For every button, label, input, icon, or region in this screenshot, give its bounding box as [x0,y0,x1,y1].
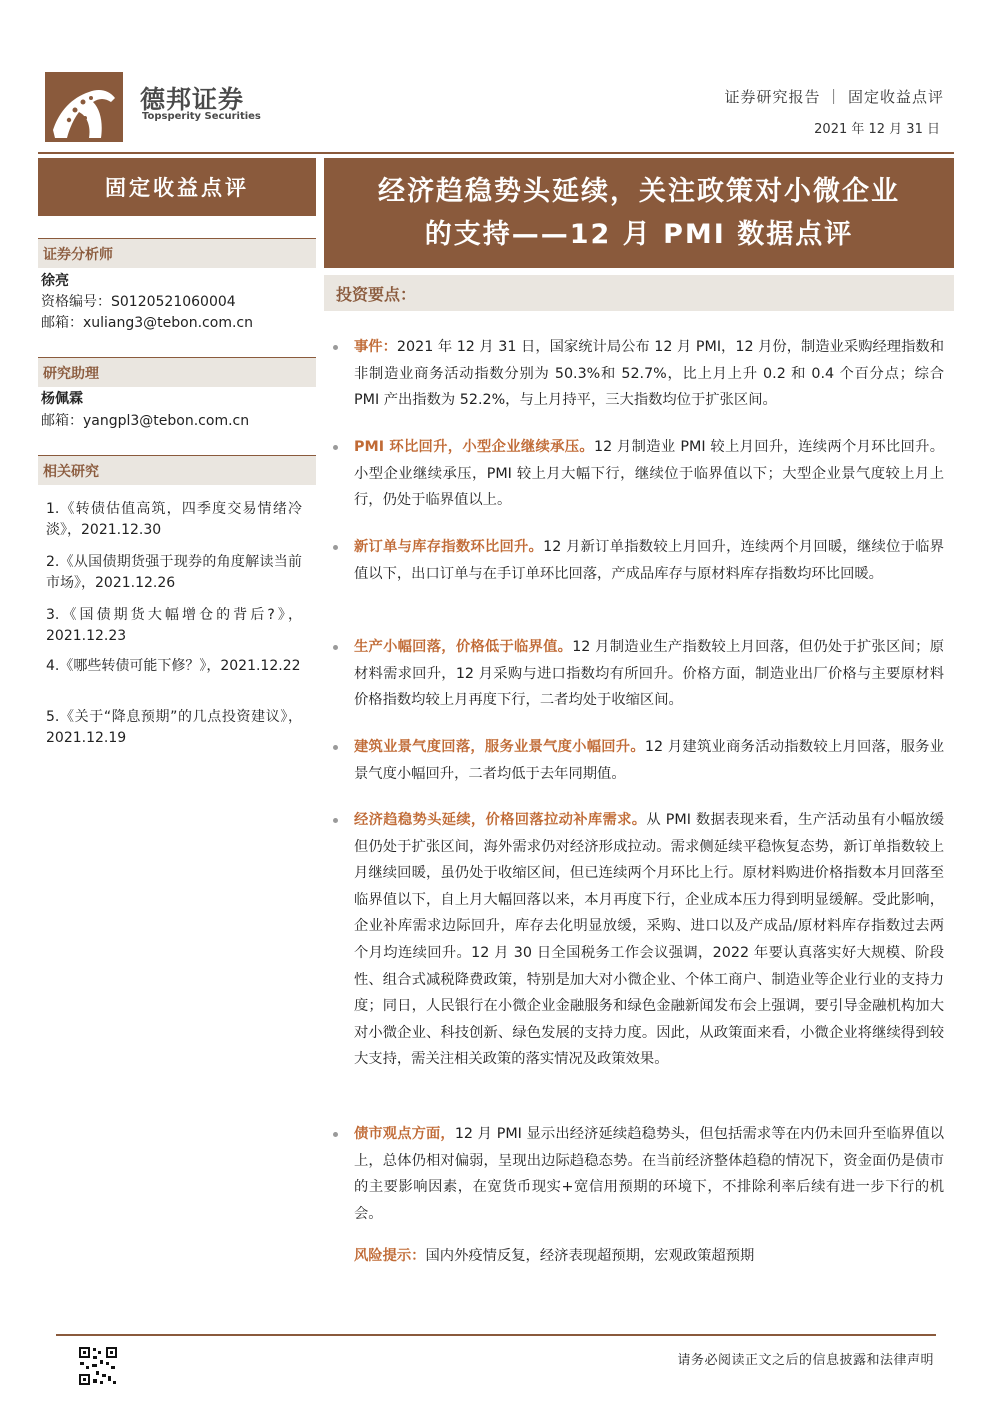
related-research-heading: 相关研究 [38,455,316,485]
bullet-dot-icon [333,1132,338,1137]
analyst-email[interactable]: 邮箱：xuliang3@tebon.com.cn [41,315,253,331]
bullet-text: 2021 年 12 月 31 日，国家统计局公布 12 月 PMI，12 月份，制造业采购经理指数和非制造业商务活动指数分别为 50.3%和 52.7%，比上月上升 0.2 和 0.4 个百分点；综合 PMI 产出指数为 52.2%，与上月持平，三大指数均位于扩张区间。 [354,339,944,409]
bullet-lead: 生产小幅回落，价格低于临界值。 [354,639,573,655]
analyst-heading: 证券分析师 [38,238,316,268]
related-item[interactable]: 1.《转债估值高筑，四季度交易情绪冷淡》，2021.12.30 [46,501,302,538]
risk-lead: 风险提示： [354,1248,426,1264]
report-title [324,158,954,268]
qr-code-icon [78,1346,118,1386]
bullet-dot-icon [333,745,338,750]
bullet-lead: 债市观点方面， [354,1126,455,1142]
bullet-orders [333,534,944,587]
related-item[interactable]: 5.《关于“降息预期”的几点投资建议》，2021.12.19 [46,709,302,746]
bullet-text: 12 月新订单指数较上月回升，连续两个月回暖，继续位于临界值以下，出口订单与在手订单环比回落，产成品库存与原材料库存指数均环比回暖。 [354,539,945,582]
bullet-event [333,334,944,414]
report-type: 证券研究报告 ｜ 固定收益点评 [724,88,944,106]
bullet-text: 12 月建筑业商务活动指数较上月回落，服务业景气度小幅回升，二者均低于去年同期值。 [354,739,944,782]
bullet-text: 从 PMI 数据表现来看，生产活动虽有小幅放缓但仍处于扩张区间，海外需求仍对经济形成拉动。需求侧延续平稳恢复态势，新订单指数较上月继续回暖，虽仍处于收缩区间，但已连续两个月环比上行。原材料购进价格指数本月回落至临界值以下，自上月大幅回落以来，本月再度下行，企业成本压力得到明显缓解。受此影响，企业补库需求边际回升，库存去化明显放缓，采购、进口以及产成品/原材料库存指数过去两个月均连续回升。12 月 30 日全国税务工作会议强调，2022 年要认真落实好大规模、阶段性、组合式减税降费政策，特别是加大对小微企业、个体工商户、制造业等企业行业的支持力度；同日，人民银行在小微企业金融服务和绿色金融新闻发布会上强调，要引导金融机构加大对小微企业、科技创新、绿色发展的支持力度。因此，从政策面来看，小微企业将继续得到较大支持，需关注相关政策的落实情况及政策效果。 [354,812,945,1068]
bullet-dot-icon [333,645,338,650]
bullet-lead: PMI 环比回升，小型企业继续承压。 [354,439,594,455]
related-item[interactable]: 3.《国债期货大幅增仓的背后?》，2021.12.23 [46,607,302,644]
bullet-lead: 建筑业景气度回落，服务业景气度小幅回升。 [354,739,645,755]
bullet-economy [333,807,944,1073]
assistant-name: 杨佩霖 [41,391,83,407]
bullet-dot-icon [333,818,338,823]
key-points-heading: 投资要点： [324,275,954,311]
legal-disclaimer[interactable]: 请务必阅读正文之后的信息披露和法律声明 [677,1353,934,1368]
analyst-name: 徐亮 [41,273,69,289]
bullet-production [333,634,944,714]
bullet-text: 12 月制造业生产指数较上月回落，但仍处于扩张区间；原材料需求回升，12 月采购与进口指数均有所回升。价格方面，制造业出厂价格与主要原材料价格指数均较上月再度下行，二者均处于收缩区间。 [354,639,945,709]
assistant-email[interactable]: 邮箱：yangpl3@tebon.com.cn [41,413,250,429]
header-divider [38,152,954,154]
bullet-lead: 经济趋稳势头延续，价格回落拉动补库需求。 [354,812,647,828]
bullet-construction [333,734,944,787]
risk-text: 国内外疫情反复，经济表现超预期，宏观政策超预期 [425,1248,755,1264]
related-item[interactable]: 4.《哪些转债可能下修？》，2021.12.22 [46,658,301,674]
title-line-2: 的支持——12 月 PMI 数据点评 [424,219,854,250]
brand-name-en: Topsperity Securities [142,111,261,122]
company-logo [45,72,123,142]
bullet-text: 12 月制造业 PMI 较上月回升，连续两个月环比回升。小型企业继续承压，PMI 较上月大幅下行，继续位于临界值以下；大型企业景气度较上月上行，仍处于临界值以上。 [354,439,944,509]
leopard-logo-icon [45,72,123,142]
risk-warning [354,1243,754,1269]
footer-divider [56,1334,936,1336]
bullet-pmi [333,434,944,514]
analyst-cert: 资格编号：S0120521060004 [41,294,236,310]
bullet-bond-view [333,1121,944,1227]
bullet-dot-icon [333,545,338,550]
category-banner: 固定收益点评 [38,158,316,216]
assistant-heading: 研究助理 [38,357,316,387]
brand-name-cn: 德邦证券 [140,85,245,114]
bullet-dot-icon [333,445,338,450]
title-line-1: 经济趋稳势头延续，关注政策对小微企业 [378,176,900,207]
bullet-lead: 新订单与库存指数环比回升。 [354,539,544,555]
related-item[interactable]: 2.《从国债期货强于现券的角度解读当前市场》，2021.12.26 [46,554,302,591]
report-date: 2021 年 12 月 31 日 [814,122,940,137]
bullet-dot-icon [333,345,338,350]
bullet-lead: 事件： [354,339,397,355]
qr-code-graphic [78,1346,118,1386]
bullet-text: 12 月 PMI 显示出经济延续趋稳势头，但包括需求等在内仍未回升至临界值以上，总体仍相对偏弱，呈现出边际趋稳态势。在当前经济整体趋稳的情况下，资金面仍是债市的主要影响因素，在宽货币现实+宽信用预期的环境下，不排除利率后续有进一步下行的机会。 [354,1126,945,1222]
